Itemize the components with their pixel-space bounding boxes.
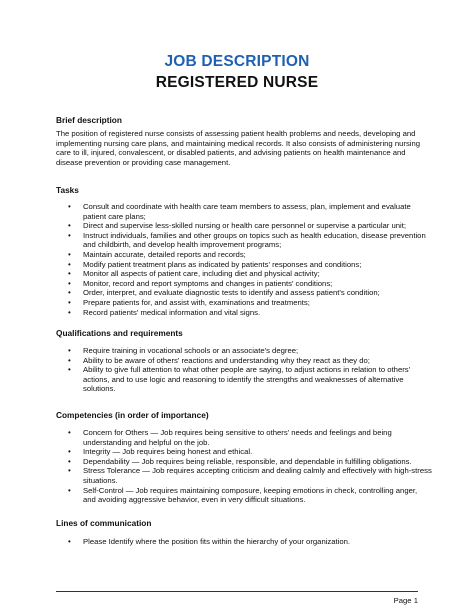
list-item: • Require training in vocational schools or an associate's degree;	[56, 346, 432, 356]
list-item: • Instruct individuals, families and other groups on topics such as health education, disease prevention and childbirth, and develop health improvement programs;	[56, 231, 432, 250]
brief-paragraph: The position of registered nurse consists of assessing patient health problems and needs, developing and implementing nursing care plans, and maintaining medical records. It also consists of administering nursing care to ill, injured, convalescent, or disabled patients, and advising patients on health maintenance and disease prevention or providing case management.	[56, 129, 421, 167]
communication-list	[56, 537, 432, 547]
list-item: • Record patients' medical information and vital signs.	[56, 308, 432, 318]
list-item: • Maintain accurate, detailed reports and records;	[56, 250, 432, 260]
title-line-2: REGISTERED NURSE	[155, 74, 319, 91]
list-item: • Consult and coordinate with health care team members to assess, plan, implement and evaluate patient care plans;	[56, 202, 432, 221]
competencies-list	[56, 428, 432, 505]
qualifications-list	[56, 346, 432, 394]
qualifications-heading: Qualifications and requirements	[56, 328, 183, 338]
tasks-heading: Tasks	[56, 185, 79, 195]
list-item: • Self-Control — Job requires maintaining composure, keeping emotions in check, controlling anger, and avoiding aggressive behavior, even in very difficult situations.	[56, 486, 432, 505]
tasks-list	[56, 202, 432, 317]
list-item: • Monitor, record and report symptoms and changes in patients' conditions;	[56, 279, 432, 289]
list-item: • Concern for Others — Job requires being sensitive to others' needs and feelings and being understanding and helpful on the job.	[56, 428, 432, 447]
list-item: • Stress Tolerance — Job requires accepting criticism and dealing calmly and effectively with high-stress situations.	[56, 466, 432, 485]
document-title	[0, 53, 474, 92]
competencies-heading: Competencies (in order of importance)	[56, 410, 209, 420]
list-item: • Please Identify where the position fits within the hierarchy of your organization.	[56, 537, 432, 547]
list-item: • Prepare patients for, and assist with, examinations and treatments;	[56, 298, 432, 308]
page-number: Page 1	[393, 596, 418, 605]
footer-divider	[56, 591, 418, 592]
list-item: • Monitor all aspects of patient care, including diet and physical activity;	[56, 269, 432, 279]
title-line-1: JOB DESCRIPTION	[164, 53, 310, 70]
list-item: • Integrity — Job requires being honest and ethical.	[56, 447, 432, 457]
list-item: • Ability to be aware of others' reactions and understanding why they react as they do;	[56, 356, 432, 366]
communication-heading: Lines of communication	[56, 518, 152, 528]
list-item: • Direct and supervise less-skilled nursing or health care personnel or supervise a particular unit;	[56, 221, 432, 231]
list-item: • Ability to give full attention to what other people are saying, to adjust actions in relation to others' actions, and to use logic and reasoning to identify the strengths and weaknesses of alternative solutions.	[56, 365, 432, 394]
list-item: • Modify patient treatment plans as indicated by patients' responses and conditions;	[56, 260, 432, 270]
brief-heading: Brief description	[56, 115, 122, 125]
list-item: • Order, interpret, and evaluate diagnostic tests to identify and assess patient's condition;	[56, 288, 432, 298]
list-item: • Dependability — Job requires being reliable, responsible, and dependable in fulfilling obligations.	[56, 457, 432, 467]
